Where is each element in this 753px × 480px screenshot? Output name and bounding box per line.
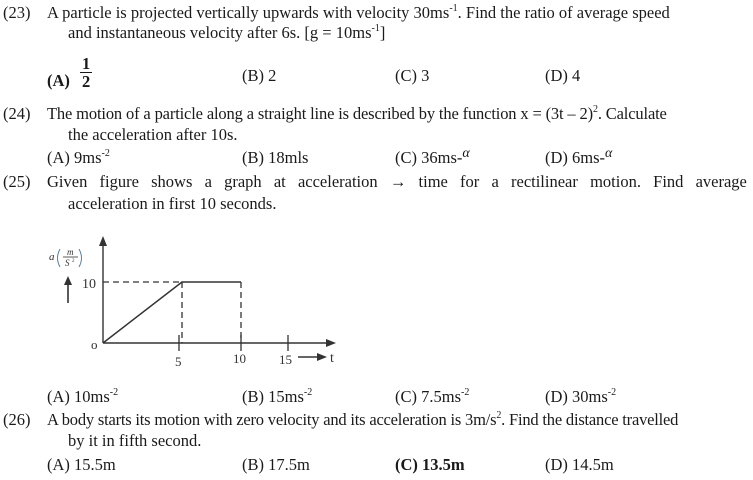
x-axis-label: t bbox=[330, 351, 334, 366]
q24-option-a: (A) $9ms^{-2}$ bbox=[47, 148, 110, 167]
q26-option-b: (B) 17.5m bbox=[242, 455, 310, 474]
q23-text-line1: A particle is projected vertically upwards with velocity $30ms^{-1}$. Find the ratio of average speed bbox=[47, 3, 670, 22]
q25-option-a: (A) $10ms^{-2}$ bbox=[47, 387, 119, 406]
right-arrow-icon bbox=[298, 353, 327, 361]
q26-option-a: (A) 15.5m bbox=[47, 455, 116, 474]
x-axis-arrowhead bbox=[326, 339, 336, 347]
acceleration-time-graph bbox=[20, 225, 350, 375]
y-axis-label bbox=[49, 247, 82, 268]
q23-text-line2: and instantaneous velocity after 6s. $[g = 10ms^{-1}]$ bbox=[68, 23, 386, 42]
q25-option-d: (D) $30ms^{-2}$ bbox=[545, 387, 617, 406]
x-tick-10: 10 bbox=[233, 351, 246, 366]
q25-text-line1: Given figure shows a graph at acceleration → time for a rectilinear motion. Find average bbox=[47, 172, 747, 191]
svg-text:a: a bbox=[49, 251, 55, 263]
q24-option-b: (B) 18mls bbox=[242, 148, 309, 167]
q24-option-d: (D) 6ms-$^\alpha$ bbox=[545, 146, 613, 167]
q26-option-c: (C) 13.5m bbox=[395, 455, 465, 474]
q24-number: (24) bbox=[3, 104, 31, 123]
origin-label: o bbox=[91, 337, 98, 352]
q25-option-b: (B) $15ms^{-2}$ bbox=[242, 387, 313, 406]
q24-text-line1: The motion of a particle along a straight line is described by the function x = (3t – 2)$^2$. Calculate bbox=[47, 104, 667, 123]
acceleration-curve bbox=[103, 282, 241, 343]
q23-option-d: (D) 4 bbox=[545, 66, 581, 85]
q23-option-c: (C) 3 bbox=[395, 66, 430, 85]
q26-text-line1: A body starts its motion with zero velocity and its acceleration is $3m/s^2$. Find the distance travelled bbox=[47, 410, 679, 429]
x-tick-15: 15 bbox=[279, 352, 292, 367]
x-tick-5: 5 bbox=[175, 354, 182, 369]
q26-text-line2: by it in fifth second. bbox=[68, 431, 202, 450]
y-axis-arrowhead bbox=[99, 236, 107, 246]
q26-number: (26) bbox=[3, 410, 31, 429]
up-arrow-icon bbox=[64, 276, 72, 303]
q25-option-c: (C) $7.5ms^{-2}$ bbox=[395, 387, 470, 406]
q23-number: (23) bbox=[3, 3, 31, 22]
q26-option-d: (D) 14.5m bbox=[545, 455, 614, 474]
q23-option-b: (B) 2 bbox=[242, 66, 277, 85]
y-tick-10: 10 bbox=[82, 277, 96, 292]
q24-option-c: (C) 36ms-$^\alpha$ bbox=[395, 146, 470, 167]
svg-text:S: S bbox=[65, 258, 70, 268]
svg-text:m: m bbox=[67, 247, 74, 257]
q25-text-line2: acceleration in first 10 seconds. bbox=[68, 194, 277, 213]
fraction: $\frac{1}{2}$ bbox=[82, 54, 91, 91]
q24-text-line2: the acceleration after 10s. bbox=[68, 125, 238, 144]
q23-option-a: (A) $\frac{1}{2}$ bbox=[47, 54, 91, 91]
q25-number: (25) bbox=[3, 172, 31, 191]
svg-text:2: 2 bbox=[72, 259, 75, 264]
